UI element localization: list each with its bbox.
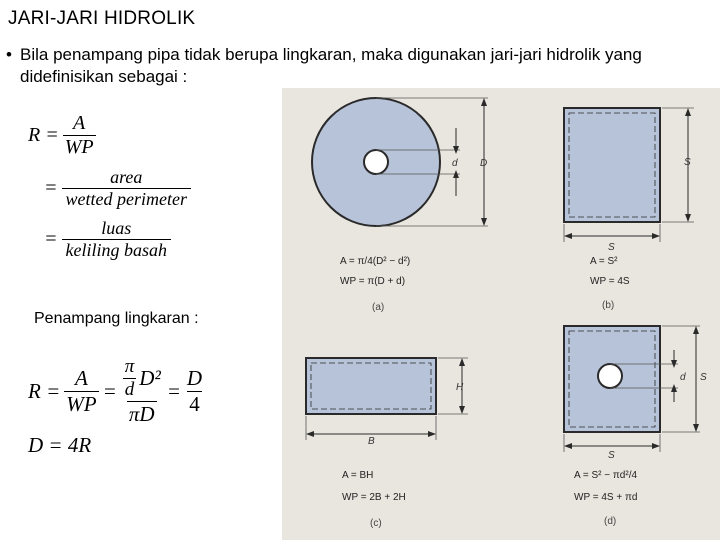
eq2-equals-2: =: [166, 379, 181, 403]
eq1-area-den: wetted perimeter: [62, 188, 191, 210]
eq1-row1: [28, 112, 191, 159]
eq1-row2: [44, 167, 191, 210]
eq2-pi: π: [124, 356, 135, 377]
eq1-fraction-luas: [62, 218, 172, 261]
circle-radius-equation: [28, 356, 204, 458]
eq2-pi-d: πD: [128, 402, 155, 426]
eq2-row1: [28, 356, 204, 427]
cross-section-diagrams: [282, 88, 720, 540]
eq1-area-num: area: [110, 167, 143, 187]
wp-d: WP = 4S + πd: [574, 492, 638, 503]
bullet-dot: •: [6, 45, 12, 64]
eq2-numerator: [121, 356, 163, 401]
dim-S-side-b: S: [684, 157, 691, 168]
dim-d-a: d: [452, 158, 458, 169]
hydraulic-radius-definition: [28, 112, 191, 261]
circle-section-label: Penampang lingkaran :: [34, 310, 199, 327]
eq1-den: WP: [64, 136, 94, 158]
eq2-d-num: D: [186, 366, 203, 390]
dim-H-c: H: [456, 382, 464, 393]
eq2-fraction-a-wp: [64, 366, 98, 417]
eq2-equals: =: [102, 379, 117, 403]
eq2-d-equals-4r: D = 4R: [28, 433, 92, 457]
eq2-wp: WP: [66, 392, 97, 416]
eq2-pi-over-d: [123, 356, 137, 401]
dim-d-d: d: [680, 372, 686, 383]
area-a: A = π/4(D² − d²): [340, 256, 411, 267]
eq2-d-squared: D²: [139, 366, 161, 390]
tag-a: (a): [372, 302, 385, 313]
area-d: A = S² − πd²/4: [574, 470, 638, 481]
tag-b: (b): [602, 300, 615, 311]
bullet-content: Bila penampang pipa tidak berupa lingkaran, maka digunakan jari-jari hidrolik yang didefinisikan sebagai :: [20, 45, 642, 86]
eq1-num: A: [73, 112, 86, 134]
eq1-luas-num: luas: [101, 218, 132, 238]
tag-d: (d): [604, 516, 617, 527]
dim-B-c: B: [368, 436, 375, 447]
eq1-fraction-a-wp: [63, 112, 96, 159]
bullet-text: [6, 44, 710, 88]
inner-circle: [364, 150, 388, 174]
dim-S-bottom-b: S: [608, 242, 615, 253]
eq2-lhs: R =: [28, 379, 61, 403]
eq2-fraction-d-4: [185, 366, 204, 417]
slide-title: JARI-JARI HIDROLIK: [8, 8, 196, 29]
dim-S-bottom-d: S: [608, 450, 615, 461]
eq2-a: A: [75, 366, 88, 390]
wp-c: WP = 2B + 2H: [342, 492, 406, 503]
diagram-a-annulus: [312, 98, 488, 313]
eq1-lhs: R =: [28, 124, 59, 146]
diagram-b-square: [564, 108, 694, 311]
wp-b: WP = 4S: [590, 276, 630, 287]
eq1-luas-den: keliling basah: [62, 239, 172, 261]
eq1-row3: [44, 218, 191, 261]
area-b: A = S²: [590, 256, 618, 267]
dim-S-side-d: S: [700, 372, 707, 383]
tag-c: (c): [370, 518, 382, 529]
eq1-equals-3: =: [44, 228, 58, 250]
eq2-d: d: [124, 379, 135, 400]
wp-a: WP = π(D + d): [340, 276, 406, 287]
eq2-fraction-pi: [121, 356, 163, 427]
diagram-d-square-hole: [564, 326, 707, 527]
rectangle-c: [306, 358, 436, 414]
eq1-fraction-area: [62, 167, 191, 210]
square-b: [564, 108, 660, 222]
cross-section-figure: [282, 88, 720, 540]
eq1-equals-2: =: [44, 177, 58, 199]
dim-D-a: D: [480, 158, 488, 169]
diagram-c-rectangle: [306, 358, 468, 529]
hole-d: [598, 364, 622, 388]
eq2-four: 4: [189, 392, 200, 416]
area-c: A = BH: [342, 470, 374, 481]
